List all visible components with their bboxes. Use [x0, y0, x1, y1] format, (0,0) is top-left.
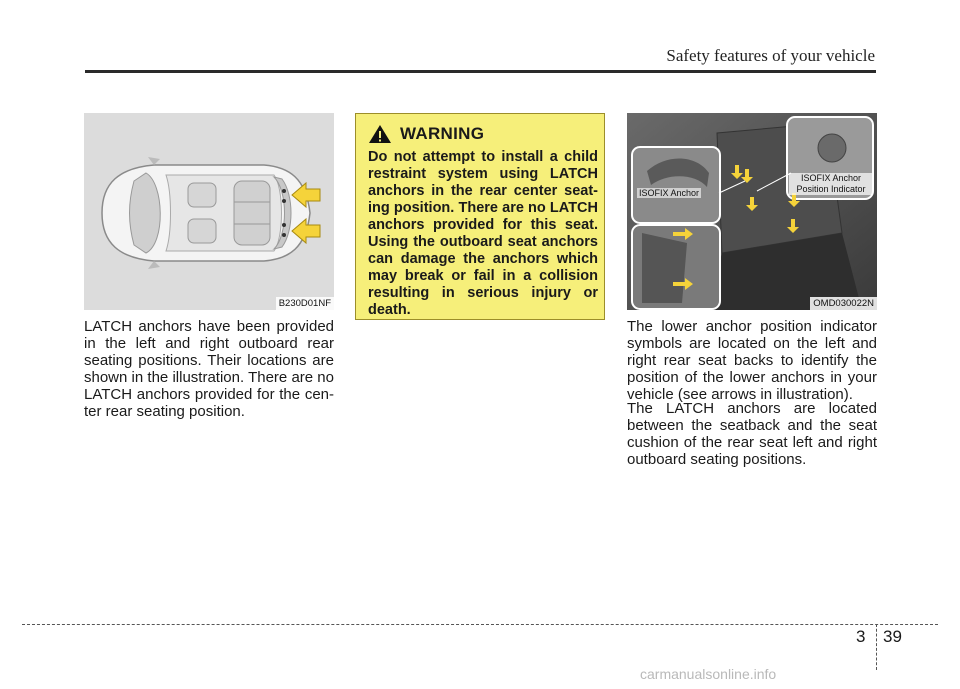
label-isofix-indicator-line2: Position Indicator: [796, 184, 866, 194]
page-separator: [876, 624, 877, 670]
warning-body: Do not attempt to install a child restraint system using LATCH anchors in the rear center seat-ing position. There are no LATCH anchors provided for this seat. Using the outboard seat anchors can damage the anchors which may break or fail in a collision resulting in serious injury or death.: [368, 149, 598, 318]
page-header-title: Safety features of your vehicle: [666, 46, 875, 65]
page-number: 39: [883, 627, 902, 646]
label-isofix-indicator-line1: ISOFIX Anchor: [800, 173, 862, 183]
rear-seat-photo: [627, 113, 877, 310]
footer-rule: [22, 624, 938, 625]
figure-car-top-view: [84, 113, 334, 310]
figure-caption: B230D01NF: [276, 297, 334, 310]
header-rule: [85, 70, 876, 73]
figure-caption: OMD030022N: [810, 297, 877, 310]
anchor-location-text: The LATCH anchors are located between the seatback and the seat cushion of the rear seat left and right outboard seating positions.: [627, 400, 877, 468]
car-top-view-illustration: [84, 113, 334, 310]
indicator-description-text: The lower anchor position indicator symbols are located on the left and right rear seat backs to identify the position of the lower anchors in your vehicle (see arrows in illustration).: [627, 318, 877, 403]
label-isofix-anchor: ISOFIX Anchor: [639, 188, 700, 198]
watermark: carmanualsonline.info: [640, 666, 777, 682]
warning-triangle-icon: [368, 124, 392, 144]
figure-rear-seat: [627, 113, 877, 310]
latch-description-text: LATCH anchors have been provided in the left and right outboard rear seating positions. Their locations are shown in the illustration. There are no LATCH anchors provided for the cen-ter rear seating position.: [84, 318, 334, 420]
label-isofix-indicator: [789, 173, 873, 195]
warning-box: [355, 113, 605, 320]
chapter-number: 3: [856, 627, 866, 646]
warning-header: [368, 124, 484, 144]
warning-title: WARNING: [400, 124, 485, 143]
